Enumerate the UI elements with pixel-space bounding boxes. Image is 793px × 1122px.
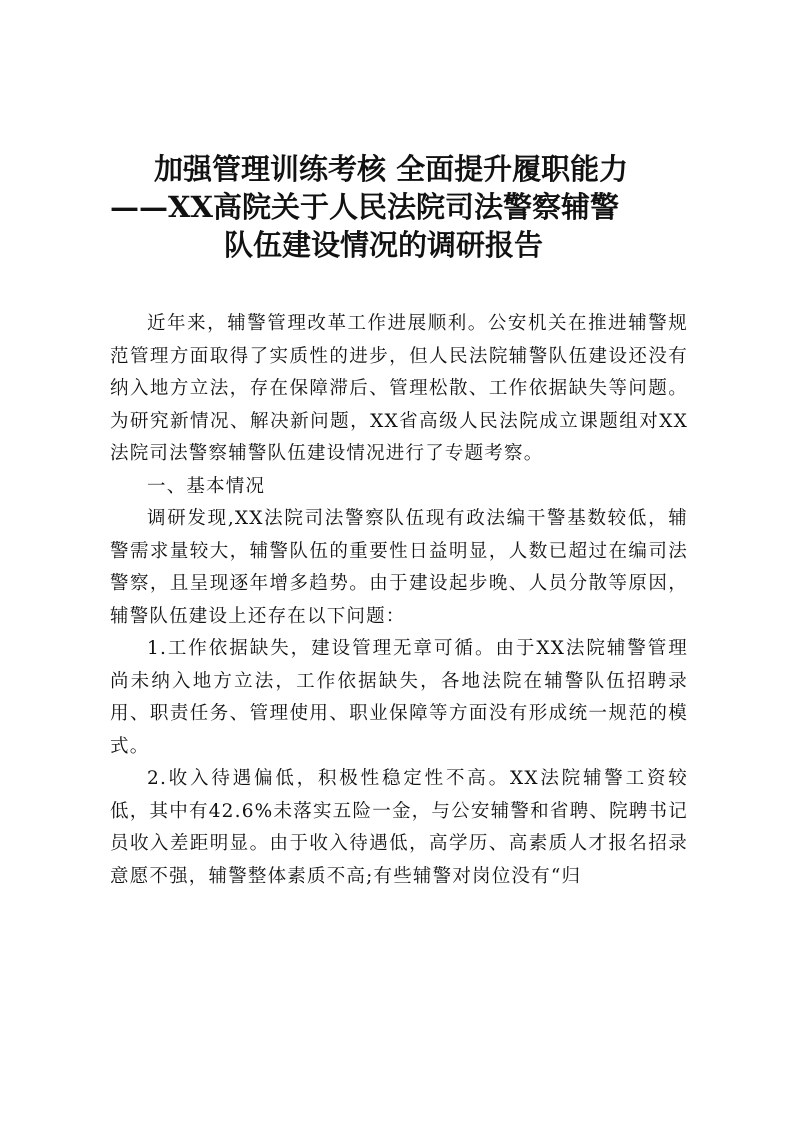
- section-paragraph: 调研发现,XX法院司法警察队伍现有政法编干警基数较低，辅警需求量较大，辅警队伍的重要性日益明显，人数已超过在编司法警察，且呈现逐年增多趋势。由于建设起步晚、人员分散等原因，辅警队伍建设上还存在以下问题：: [110, 508, 688, 627]
- title-line-1: 加强管理训练考核 全面提升履职能力: [154, 152, 629, 186]
- section-heading-basic-situation: 一、基本情况: [147, 475, 266, 497]
- document-body: [110, 308, 688, 893]
- intro-paragraph: 近年来，辅警管理改革工作进展顺利。公安机关在推进辅警规范管理方面取得了实质性的进步，但人民法院辅警队伍建设还没有纳入地方立法，存在保障滞后、管理松散、工作依据缺失等问题。为研究新情况、解决新问题，XX省高级人民法院成立课题组对XX法院司法警察辅警队伍建设情况进行了专题考察。: [110, 313, 688, 464]
- title-line-2: ——XX高院关于人民法院司法警察辅警: [110, 190, 620, 224]
- title-line-3: 队伍建设情况的调研报告: [224, 228, 544, 262]
- problem-item-1: 1.工作依据缺失，建设管理无章可循。由于XX法院辅警管理尚未纳入地方立法，工作依据缺失，各地法院在辅警队伍招聘录用、职责任务、管理使用、职业保障等方面没有形成统一规范的模式。: [110, 638, 688, 757]
- problem-item-2: 2.收入待遇偏低，积极性稳定性不高。XX法院辅警工资较低，其中有42.6%未落实五险一金，与公安辅警和省聘、院聘书记员收入差距明显。由于收入待遇低，高学历、高素质人才报名招录意愿不强，辅警整体素质不高;有些辅警对岗位没有“归: [110, 768, 688, 887]
- document-title: [110, 150, 700, 264]
